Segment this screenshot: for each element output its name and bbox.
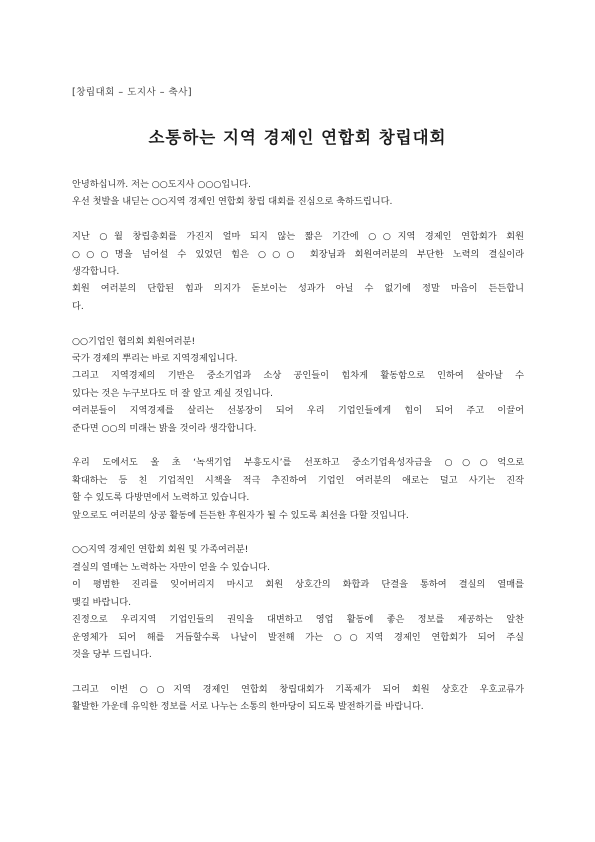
- body-line: 준다면 ○○의 미래는 밝을 것이라 생각합니다.: [72, 422, 257, 434]
- body-line: 그리고 이번 ○○지역 경제인 연합회 창립대회가 기폭제가 되어 회원 상호간 우호교류가: [72, 683, 524, 695]
- body-line: 그리고 지역경제의 기반은 중소기업과 소상 공인들이 힘차게 활동함으로 인하여 살아날 수: [72, 370, 524, 382]
- document-category-tag: [창립대회 – 도지사 – 축사]: [72, 87, 193, 98]
- body-line: 확대하는 등 친 기업적인 시책을 적극 추진하여 기업인 여러분의 애로는 덜고 사기는 진작: [72, 474, 524, 486]
- body-line: 생각합니다.: [72, 266, 120, 278]
- body-line: ○○○명을 넘어설 수 있었던 힘은 ○○○ 회장님과 회원여러분의 부단한 노력의 결실이라: [72, 248, 524, 260]
- body-line: 맺길 바랍니다.: [72, 596, 132, 608]
- body-line: 운영체가 되어 해를 거듭할수록 나날이 발전해 가는 ○○지역 경제인 연합회가 되어 주실: [72, 631, 524, 643]
- body-line: 있다는 것은 누구보다도 더 잘 알고 계실 것입니다.: [72, 387, 273, 399]
- body-line: 결실의 열매는 노력하는 자만이 얻을 수 있습니다.: [72, 561, 270, 573]
- body-line: ○○기업인 협의회 회원여러분!: [72, 335, 196, 347]
- document-title: 소통하는 지역 경제인 연합회 창립대회: [148, 128, 447, 147]
- body-line: 이 평범한 진리를 잊어버리지 마시고 회원 상호간의 화합과 단결을 통하여 결실의 열매를: [72, 579, 524, 591]
- body-line: 여러분들이 지역경제를 살리는 선봉장이 되어 우리 기업인들에게 힘이 되어 주고 이끌어: [72, 405, 524, 417]
- body-line: 앞으로도 여러분의 상공 활동에 든든한 후원자가 될 수 있도록 최선을 다할 것입니다.: [72, 509, 409, 521]
- body-line: 진정으로 우리지역 기업인들의 권익을 대변하고 영업 활동에 좋은 정보를 제공하는 알찬: [72, 614, 524, 626]
- body-line: 회원 여러분의 단합된 힘과 의지가 돋보이는 성과가 아닐 수 없기에 정말 마음이 든든합니: [72, 283, 524, 295]
- body-line: 우선 첫발을 내딛는 ○○지역 경제인 연합회 창립 대회를 진심으로 축하드립니다.: [72, 196, 393, 208]
- body-line: 활발한 가운데 유익한 정보를 서로 나누는 소통의 한마당이 되도록 발전하기를 바랍니다.: [72, 701, 424, 713]
- body-line: 할 수 있도록 다방면에서 노력하고 있습니다.: [72, 492, 250, 504]
- body-line: 안녕하십니까. 저는 ○○도지사 ○○○입니다.: [72, 179, 251, 190]
- body-line: 다.: [72, 300, 84, 312]
- body-line: 우리 도에서도 올 초 ‘녹색기업 부흥도시’를 선포하고 중소기업육성자금을 ○○○억으로: [72, 457, 524, 469]
- body-line: 것을 당부 드립니다.: [72, 648, 152, 660]
- body-line: ○○지역 경제인 연합회 회원 및 가족여러분!: [72, 544, 249, 556]
- document-body: [72, 176, 524, 716]
- body-line: 국가 경제의 뿌리는 바로 지역경제입니다.: [72, 353, 238, 365]
- body-line: 지난 ○월 창립총회를 가진지 얼마 되지 않는 짧은 기간에 ○○지역 경제인 연합회가 회원: [72, 231, 524, 243]
